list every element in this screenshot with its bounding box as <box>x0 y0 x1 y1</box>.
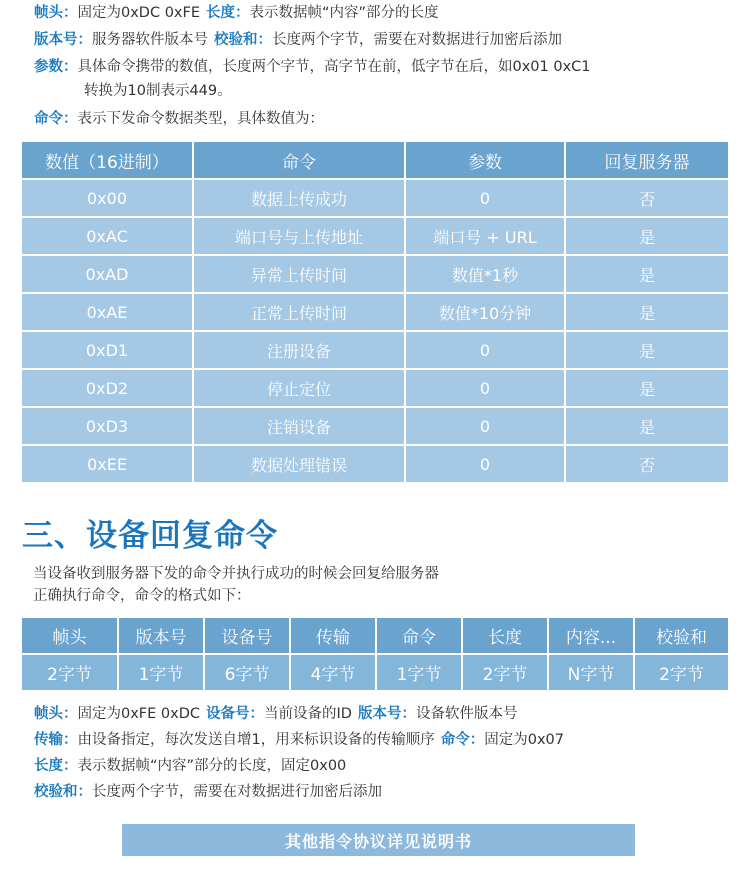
table-row <box>22 256 728 292</box>
table-cell: 0xEE <box>22 446 192 482</box>
format-field: 内容... <box>549 618 633 653</box>
format-field: 版本号 <box>119 618 203 653</box>
table-row <box>22 370 728 406</box>
format-size-row <box>22 655 728 690</box>
table-cell: 否 <box>566 180 728 216</box>
table-cell: 注销设备 <box>194 408 404 444</box>
note-frame-header <box>34 2 439 24</box>
command-table <box>20 140 730 484</box>
section-description: 正确执行命令，命令的格式如下： <box>33 588 251 604</box>
note-text: 固定为0x07 <box>484 732 564 748</box>
table-cell: 正常上传时间 <box>194 294 404 330</box>
table-cell: 0xD1 <box>22 332 192 368</box>
table-cell: 0 <box>406 332 564 368</box>
note-version <box>34 29 562 51</box>
section-title: 三、设备回复命令 <box>22 518 278 554</box>
table-row <box>22 180 728 216</box>
note-text: 表示数据帧“内容”部分的长度，固定0x00 <box>77 758 347 774</box>
table-cell: 数据处理错误 <box>194 446 404 482</box>
note-key: 帧头： <box>34 5 78 21</box>
format-size: N字节 <box>549 655 633 690</box>
table-cell: 0xAD <box>22 256 192 292</box>
table-cell: 数值*10分钟 <box>406 294 564 330</box>
format-field: 传输 <box>291 618 375 653</box>
table-cell: 数据上传成功 <box>194 180 404 216</box>
note-key: 长度： <box>34 758 78 774</box>
format-header-row <box>22 618 728 653</box>
note-key: 版本号： <box>34 32 92 48</box>
table-row <box>22 332 728 368</box>
table-cell: 0xD2 <box>22 370 192 406</box>
note-key: 版本号： <box>357 706 416 722</box>
table-cell: 0 <box>406 408 564 444</box>
format-field: 校验和 <box>635 618 728 653</box>
note-params <box>34 56 591 78</box>
table-cell: 是 <box>566 408 728 444</box>
format-size: 1字节 <box>377 655 461 690</box>
header-cell: 参数 <box>406 142 564 178</box>
table-cell: 是 <box>566 370 728 406</box>
note-text: 固定为0xDC 0xFE <box>77 5 201 21</box>
note-text: 由设备指定，每次发送自增1，用来标识设备的传输顺序 <box>77 732 435 748</box>
note-params-continuation: 转换为10制表示449。 <box>84 83 232 99</box>
note-text: 具体命令携带的数值，长度两个字节，高字节在前，低字节在后，如0x01 0xC1 <box>77 59 591 75</box>
note-text: 设备软件版本号 <box>415 706 518 722</box>
note-text: 长度两个字节，需要在对数据进行加密后添加 <box>272 32 562 48</box>
table-row <box>22 218 728 254</box>
table-cell: 否 <box>566 446 728 482</box>
table-row <box>22 294 728 330</box>
format-size: 4字节 <box>291 655 375 690</box>
format-size: 6字节 <box>205 655 289 690</box>
table-cell: 0xD3 <box>22 408 192 444</box>
table-cell: 异常上传时间 <box>194 256 404 292</box>
format-field: 命令 <box>377 618 461 653</box>
table-cell: 0 <box>406 446 564 482</box>
note-text: 表示下发命令数据类型，具体数值为： <box>77 111 324 127</box>
table-cell: 停止定位 <box>194 370 404 406</box>
section-description: 当设备收到服务器下发的命令并执行成功的时候会回复给服务器 <box>33 566 439 582</box>
reply-format-table <box>20 616 730 692</box>
see-manual-button[interactable]: 其他指令协议详见说明书 <box>122 824 635 856</box>
table-cell: 0x00 <box>22 180 192 216</box>
table-row <box>22 408 728 444</box>
table-cell: 0 <box>406 370 564 406</box>
note-text: 当前设备的ID <box>264 706 352 722</box>
note-key: 校验和： <box>214 32 272 48</box>
table-cell: 是 <box>566 218 728 254</box>
header-cell: 命令 <box>194 142 404 178</box>
note-key: 命令： <box>440 732 485 748</box>
format-size: 2字节 <box>22 655 117 690</box>
table-cell: 注册设备 <box>194 332 404 368</box>
table-cell: 是 <box>566 256 728 292</box>
note-key: 设备号： <box>206 706 265 722</box>
note-text: 固定为0xFE 0xDC <box>77 706 201 722</box>
table-cell: 0 <box>406 180 564 216</box>
note-command <box>34 108 324 130</box>
note-key: 长度： <box>206 5 250 21</box>
reply-note-checksum <box>34 781 382 803</box>
table-cell: 数值*1秒 <box>406 256 564 292</box>
note-key: 帧头： <box>34 706 78 722</box>
reply-note-length <box>34 755 346 777</box>
note-key: 传输： <box>34 732 78 748</box>
header-cell: 回复服务器 <box>566 142 728 178</box>
table-header-row <box>22 142 728 178</box>
table-cell: 端口号 + URL <box>406 218 564 254</box>
table-cell: 是 <box>566 332 728 368</box>
reply-note-transfer <box>34 729 564 751</box>
note-text: 服务器软件版本号 <box>92 32 208 48</box>
format-field: 帧头 <box>22 618 117 653</box>
format-field: 长度 <box>463 618 547 653</box>
table-cell: 端口号与上传地址 <box>194 218 404 254</box>
format-size: 2字节 <box>635 655 728 690</box>
format-size: 1字节 <box>119 655 203 690</box>
header-cell: 数值（16进制） <box>22 142 192 178</box>
table-cell: 0xAE <box>22 294 192 330</box>
format-field: 设备号 <box>205 618 289 653</box>
table-cell: 0xAC <box>22 218 192 254</box>
reply-note-frame-header <box>34 703 517 725</box>
note-key: 参数： <box>34 59 78 75</box>
note-text: 长度两个字节，需要在对数据进行加密后添加 <box>92 784 382 800</box>
note-key: 命令： <box>34 111 78 127</box>
note-key: 校验和： <box>34 784 92 800</box>
note-text: 表示数据帧“内容”部分的长度 <box>249 5 439 21</box>
table-cell: 是 <box>566 294 728 330</box>
format-size: 2字节 <box>463 655 547 690</box>
table-row <box>22 446 728 482</box>
